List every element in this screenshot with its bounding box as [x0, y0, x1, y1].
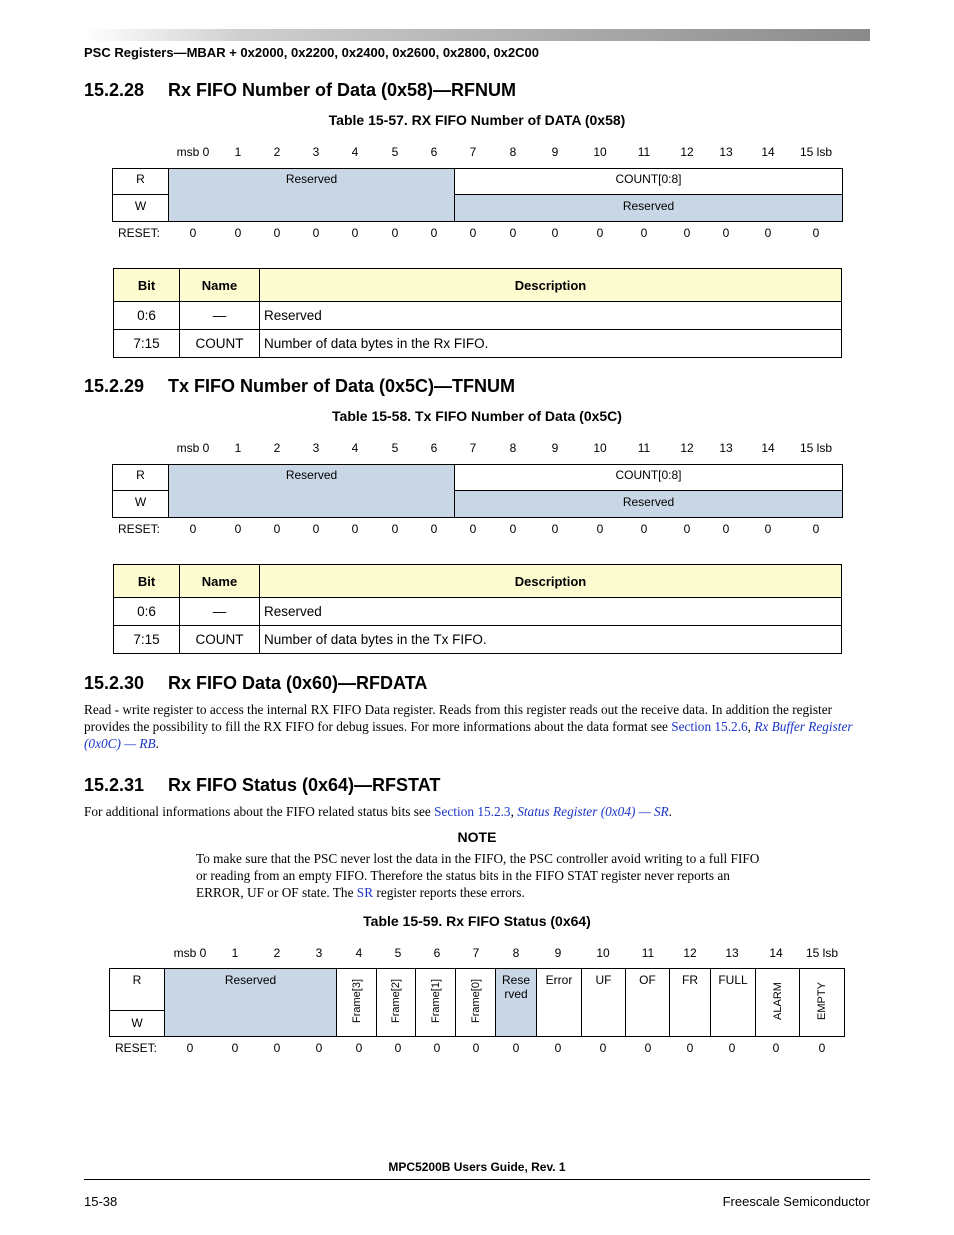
reset-value: 0 — [551, 522, 559, 536]
count-field: COUNT[0:8] — [455, 169, 842, 195]
bit-number: 2 — [273, 946, 281, 960]
reset-value: 0 — [764, 522, 772, 536]
bit-number: 9 — [554, 946, 562, 960]
reserved-field: Reserved — [165, 969, 337, 1036]
separator: , — [510, 804, 518, 819]
running-head: PSC Registers—MBAR + 0x2000, 0x2200, 0x2400, 0x2600, 0x2800, 0x2C00 — [84, 45, 539, 60]
reset-label: RESET: — [118, 522, 161, 536]
note-text: To make sure that the PSC never lost the data in the FIFO, the PSC controller avoid writing to a full FIFO or reading from an empty FIFO. Therefore the status bits in the FIFO STAT register never reports an ERROR, UF or OF state. The — [196, 851, 760, 900]
frame1-field — [416, 969, 456, 1036]
cell-name: — — [180, 302, 260, 330]
bit-number: 3 — [312, 441, 320, 455]
register-diagram-tfnum — [112, 464, 843, 518]
of-field: OF — [626, 969, 670, 1036]
col-header-bit: Bit — [114, 269, 180, 302]
section-heading-rfdata — [84, 673, 427, 694]
write-row-label: W — [113, 195, 169, 221]
footer-doc-title: MPC5200B Users Guide, Rev. 1 — [388, 1160, 566, 1174]
reset-value: 0 — [391, 522, 399, 536]
footer-divider — [84, 1179, 870, 1180]
read-row-label: R — [110, 969, 165, 1011]
bit-number: 10 — [593, 145, 607, 159]
section-heading-tfnum — [84, 376, 515, 397]
period: . — [668, 804, 672, 819]
col-header-name: Name — [180, 565, 260, 598]
reset-value: 0 — [722, 226, 730, 240]
register-diagram-rfstat — [109, 968, 845, 1037]
cell-name: COUNT — [180, 626, 260, 654]
bit-number: 4 — [351, 145, 359, 159]
section-heading-rfstat — [84, 775, 440, 796]
bit-number: 2 — [273, 441, 281, 455]
cell-name: — — [180, 598, 260, 626]
section-title: Rx FIFO Data (0x60)—RFDATA — [168, 673, 428, 693]
reset-value: 0 — [683, 226, 691, 240]
table-caption-tfnum: Table 15-58. Tx FIFO Number of Data (0x5C) — [332, 408, 622, 424]
reset-value: 0 — [596, 522, 604, 536]
cell-bit: 0:6 — [114, 302, 180, 330]
read-row-label: R — [113, 169, 169, 195]
cell-name: COUNT — [180, 330, 260, 358]
reset-value: 0 — [351, 522, 359, 536]
reset-value: 0 — [433, 1041, 441, 1055]
table-row — [114, 598, 842, 626]
frame2-label: Frame[2] — [390, 979, 402, 1024]
bit-number: 7 — [469, 145, 477, 159]
reserved-bit8-label-a: Rese — [501, 973, 530, 987]
rfstat-paragraph — [84, 803, 870, 820]
frame3-field — [337, 969, 377, 1036]
section-heading-rfnum — [84, 80, 516, 101]
description-table-rfnum — [113, 268, 842, 358]
register-title-link[interactable]: Status Register (0x04) — SR — [517, 804, 669, 819]
alarm-field — [756, 969, 800, 1036]
reset-value: 0 — [509, 226, 517, 240]
bit-number: msb 0 — [176, 441, 210, 455]
bit-number: 12 — [680, 441, 694, 455]
cell-description: Reserved — [260, 302, 842, 330]
section-number: 15.2.31 — [84, 775, 145, 795]
fr-field: FR — [670, 969, 711, 1036]
separator: , — [747, 719, 755, 734]
reset-value: 0 — [469, 522, 477, 536]
uf-field: UF — [582, 969, 626, 1036]
reset-value: 0 — [554, 1041, 562, 1055]
reset-value: 0 — [273, 522, 281, 536]
reset-value: 0 — [189, 522, 197, 536]
write-row-label: W — [113, 491, 169, 517]
bit-number: 14 — [761, 145, 775, 159]
read-row-label: R — [113, 465, 169, 491]
reset-value: 0 — [430, 226, 438, 240]
bit-number: 14 — [769, 946, 783, 960]
section-number: 15.2.30 — [84, 673, 145, 693]
reserved-write-field: Reserved — [455, 195, 842, 221]
reset-value: 0 — [312, 522, 320, 536]
error-field: Error — [537, 969, 582, 1036]
bit-number: 8 — [512, 946, 520, 960]
bit-number: 5 — [394, 946, 402, 960]
bit-number: 11 — [637, 145, 651, 159]
frame3-label: Frame[3] — [351, 979, 363, 1024]
bit-number: 5 — [391, 441, 399, 455]
bit-number: 12 — [680, 145, 694, 159]
bit-number: 11 — [637, 441, 651, 455]
bit-number: 10 — [596, 946, 610, 960]
bit-number: 9 — [551, 145, 559, 159]
bit-number: 13 — [719, 441, 733, 455]
reset-value: 0 — [818, 1041, 826, 1055]
paragraph-text: For additional informations about the FIFO related status bits see — [84, 804, 435, 819]
bit-number: 2 — [273, 145, 281, 159]
reset-value: 0 — [596, 226, 604, 240]
reset-value: 0 — [186, 1041, 194, 1055]
reset-value: 0 — [391, 226, 399, 240]
frame2-field — [377, 969, 416, 1036]
reserved-write-field: Reserved — [455, 491, 842, 517]
reset-value: 0 — [234, 522, 242, 536]
reset-value: 0 — [472, 1041, 480, 1055]
section-link[interactable]: Section 15.2.6 — [671, 719, 748, 734]
reset-value: 0 — [686, 1041, 694, 1055]
reset-value: 0 — [430, 522, 438, 536]
section-link[interactable]: Section 15.2.3 — [434, 804, 511, 819]
bit-number: 15 lsb — [799, 441, 833, 455]
bit-number: 4 — [355, 946, 363, 960]
reset-label: RESET: — [115, 1041, 158, 1055]
note-body — [196, 850, 762, 901]
cell-description: Number of data bytes in the Tx FIFO. — [260, 626, 842, 654]
reset-value: 0 — [312, 226, 320, 240]
count-field: COUNT[0:8] — [455, 465, 842, 491]
bit-number: 5 — [391, 145, 399, 159]
bit-number: 7 — [469, 441, 477, 455]
reset-value: 0 — [812, 522, 820, 536]
note-title: NOTE — [457, 829, 497, 845]
paragraph-text: Read - write register to access the internal RX FIFO Data register. Reads from this register reads out the receive data. In addition the register provides the possibility to fill the RX FIFO for debug issues. For more informations about the data format see — [84, 702, 833, 734]
col-header-description: Description — [260, 565, 842, 598]
reserved-bit8-field — [496, 969, 537, 1036]
bit-number: 6 — [433, 946, 441, 960]
reset-value: 0 — [351, 226, 359, 240]
table-caption-rfnum: Table 15-57. RX FIFO Number of DATA (0x58) — [328, 112, 626, 128]
cell-bit: 0:6 — [114, 598, 180, 626]
reset-value: 0 — [355, 1041, 363, 1055]
reset-value: 0 — [315, 1041, 323, 1055]
col-header-bit: Bit — [114, 565, 180, 598]
reset-value: 0 — [683, 522, 691, 536]
reset-value: 0 — [189, 226, 197, 240]
reset-value: 0 — [512, 1041, 520, 1055]
empty-label: EMPTY — [816, 982, 828, 1020]
register-title-link[interactable]: Rx Buffer Register (0x0C) — RB — [84, 719, 853, 751]
reset-value: 0 — [640, 522, 648, 536]
reset-value: 0 — [644, 1041, 652, 1055]
col-header-name: Name — [180, 269, 260, 302]
col-header-description: Description — [260, 269, 842, 302]
reset-value: 0 — [551, 226, 559, 240]
bit-number: 13 — [719, 145, 733, 159]
page-number: 15-38 — [84, 1194, 118, 1209]
alarm-label: ALARM — [772, 982, 784, 1020]
bit-number: 13 — [725, 946, 739, 960]
cell-bit: 7:15 — [114, 626, 180, 654]
bit-number: 9 — [551, 441, 559, 455]
reset-value: 0 — [469, 226, 477, 240]
table-row — [114, 330, 842, 358]
section-title: Tx FIFO Number of Data (0x5C)—TFNUM — [168, 376, 516, 396]
bit-number: 1 — [231, 946, 239, 960]
cell-bit: 7:15 — [114, 330, 180, 358]
reset-value: 0 — [273, 1041, 281, 1055]
bit-number: 8 — [509, 441, 517, 455]
reset-value: 0 — [231, 1041, 239, 1055]
write-row-label: W — [110, 1011, 165, 1036]
bit-number: msb 0 — [173, 946, 207, 960]
bit-number: 10 — [593, 441, 607, 455]
bit-number: 6 — [430, 145, 438, 159]
bit-number: 1 — [234, 145, 242, 159]
reserved-field: Reserved — [169, 465, 455, 517]
reserved-field: Reserved — [169, 169, 455, 221]
frame0-label: Frame[0] — [470, 979, 482, 1024]
bit-number: 12 — [683, 946, 697, 960]
bit-number: 7 — [472, 946, 480, 960]
reset-value: 0 — [772, 1041, 780, 1055]
reset-label: RESET: — [118, 226, 161, 240]
description-table-tfnum — [113, 564, 842, 654]
full-field: FULL — [711, 969, 756, 1036]
register-diagram-rfnum — [112, 168, 843, 222]
section-title: Rx FIFO Number of Data (0x58)—RFNUM — [168, 80, 517, 100]
reset-value: 0 — [812, 226, 820, 240]
cell-description: Number of data bytes in the Rx FIFO. — [260, 330, 842, 358]
section-number: 15.2.29 — [84, 376, 145, 396]
reset-value: 0 — [728, 1041, 736, 1055]
cell-description: Reserved — [260, 598, 842, 626]
company-name: Freescale Semiconductor — [722, 1194, 870, 1209]
bit-number: msb 0 — [176, 145, 210, 159]
reset-value: 0 — [273, 226, 281, 240]
table-row — [114, 626, 842, 654]
reset-value: 0 — [599, 1041, 607, 1055]
rfdata-paragraph — [84, 701, 870, 752]
bit-number: 3 — [312, 145, 320, 159]
reserved-bit8-label-b: rved — [504, 987, 528, 1001]
period: . — [155, 736, 159, 751]
header-bar — [84, 29, 870, 41]
bit-number: 11 — [641, 946, 655, 960]
bit-number: 15 lsb — [799, 145, 833, 159]
reset-value: 0 — [722, 522, 730, 536]
reset-value: 0 — [509, 522, 517, 536]
bit-number: 14 — [761, 441, 775, 455]
reset-value: 0 — [764, 226, 772, 240]
frame0-field — [456, 969, 496, 1036]
table-row — [114, 302, 842, 330]
bit-number: 6 — [430, 441, 438, 455]
reset-value: 0 — [640, 226, 648, 240]
empty-field — [800, 969, 844, 1036]
bit-number: 8 — [509, 145, 517, 159]
section-title: Rx FIFO Status (0x64)—RFSTAT — [168, 775, 441, 795]
frame1-label: Frame[1] — [430, 979, 442, 1024]
bit-number: 3 — [315, 946, 323, 960]
bit-number: 1 — [234, 441, 242, 455]
bit-number: 4 — [351, 441, 359, 455]
reset-value: 0 — [234, 226, 242, 240]
table-caption-rfstat: Table 15-59. Rx FIFO Status (0x64) — [363, 913, 591, 929]
sr-link[interactable]: SR — [356, 885, 374, 900]
note-text-end: register reports these errors. — [373, 885, 525, 900]
section-number: 15.2.28 — [84, 80, 145, 100]
bit-number: 15 lsb — [805, 946, 839, 960]
reset-value: 0 — [394, 1041, 402, 1055]
